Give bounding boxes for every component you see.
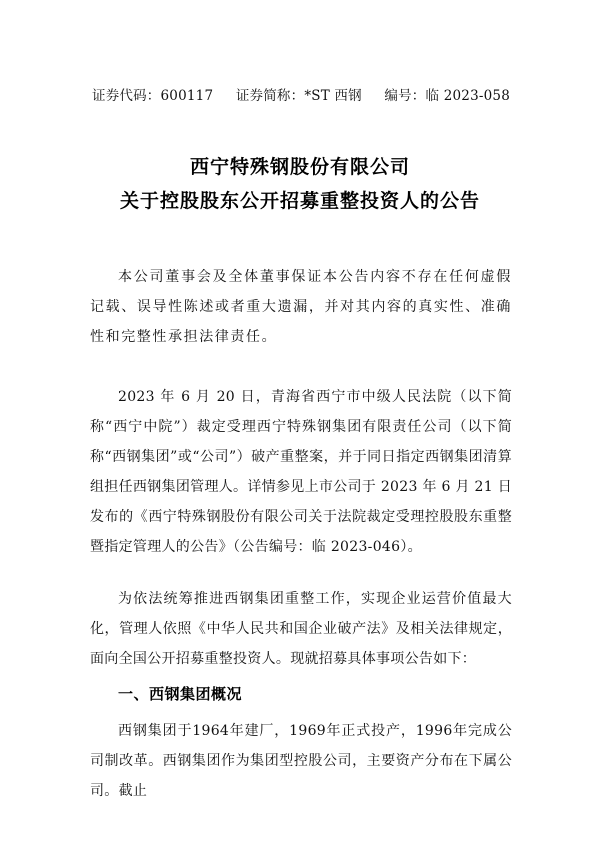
section-1-paragraph: 西钢集团于1964年建厂，1969年正式投产，1996年完成公司制改革。西钢集团作为集团型控股公司，主要资产分布在下属公司。截止 [90,723,512,799]
body-paragraph-1: 2023 年 6 月 20 日，青海省西宁市中级人民法院（以下简称“西宁中院”）裁定受理西宁特殊钢集团有限责任公司（以下简称“西钢集团”或“公司”）破产重整案，并于同日指定西钢集团清算组担任西钢集团管理人。详情参见上市公司于 2023 年 6 月 21 日发布的《西宁特殊钢股份有限公司关于法院裁定受理控股股东重整暨指定管理人的公告》（公告编号：临 2023-046）。 [90,389,512,555]
body-paragraph-2: 为依法统筹推进西钢集团重整工作，实现企业运营价值最大化，管理人依照《中华人民共和国企业破产法》及相关法律规定，面向全国公开招募重整投资人。现就招募具体事项公告如下： [90,591,512,667]
document-header [92,84,510,104]
company-title: 西宁特殊钢股份有限公司 [189,156,410,178]
announcement-title: 关于控股股东公开招募重整投资人的公告 [119,190,480,212]
stock-abbreviation: 证券简称：*ST 西钢 [235,88,362,104]
announcement-number: 编号：临 2023-058 [384,88,510,104]
board-disclaimer: 本公司董事会及全体董事保证本公告内容不存在任何虚假记载、误导性陈述或者重大遗漏，并对其内容的真实性、准确性和完整性承担法律责任。 [90,269,512,345]
section-heading-1: 一、西钢集团概况 [118,685,243,703]
stock-code: 证券代码：600117 [92,88,214,104]
